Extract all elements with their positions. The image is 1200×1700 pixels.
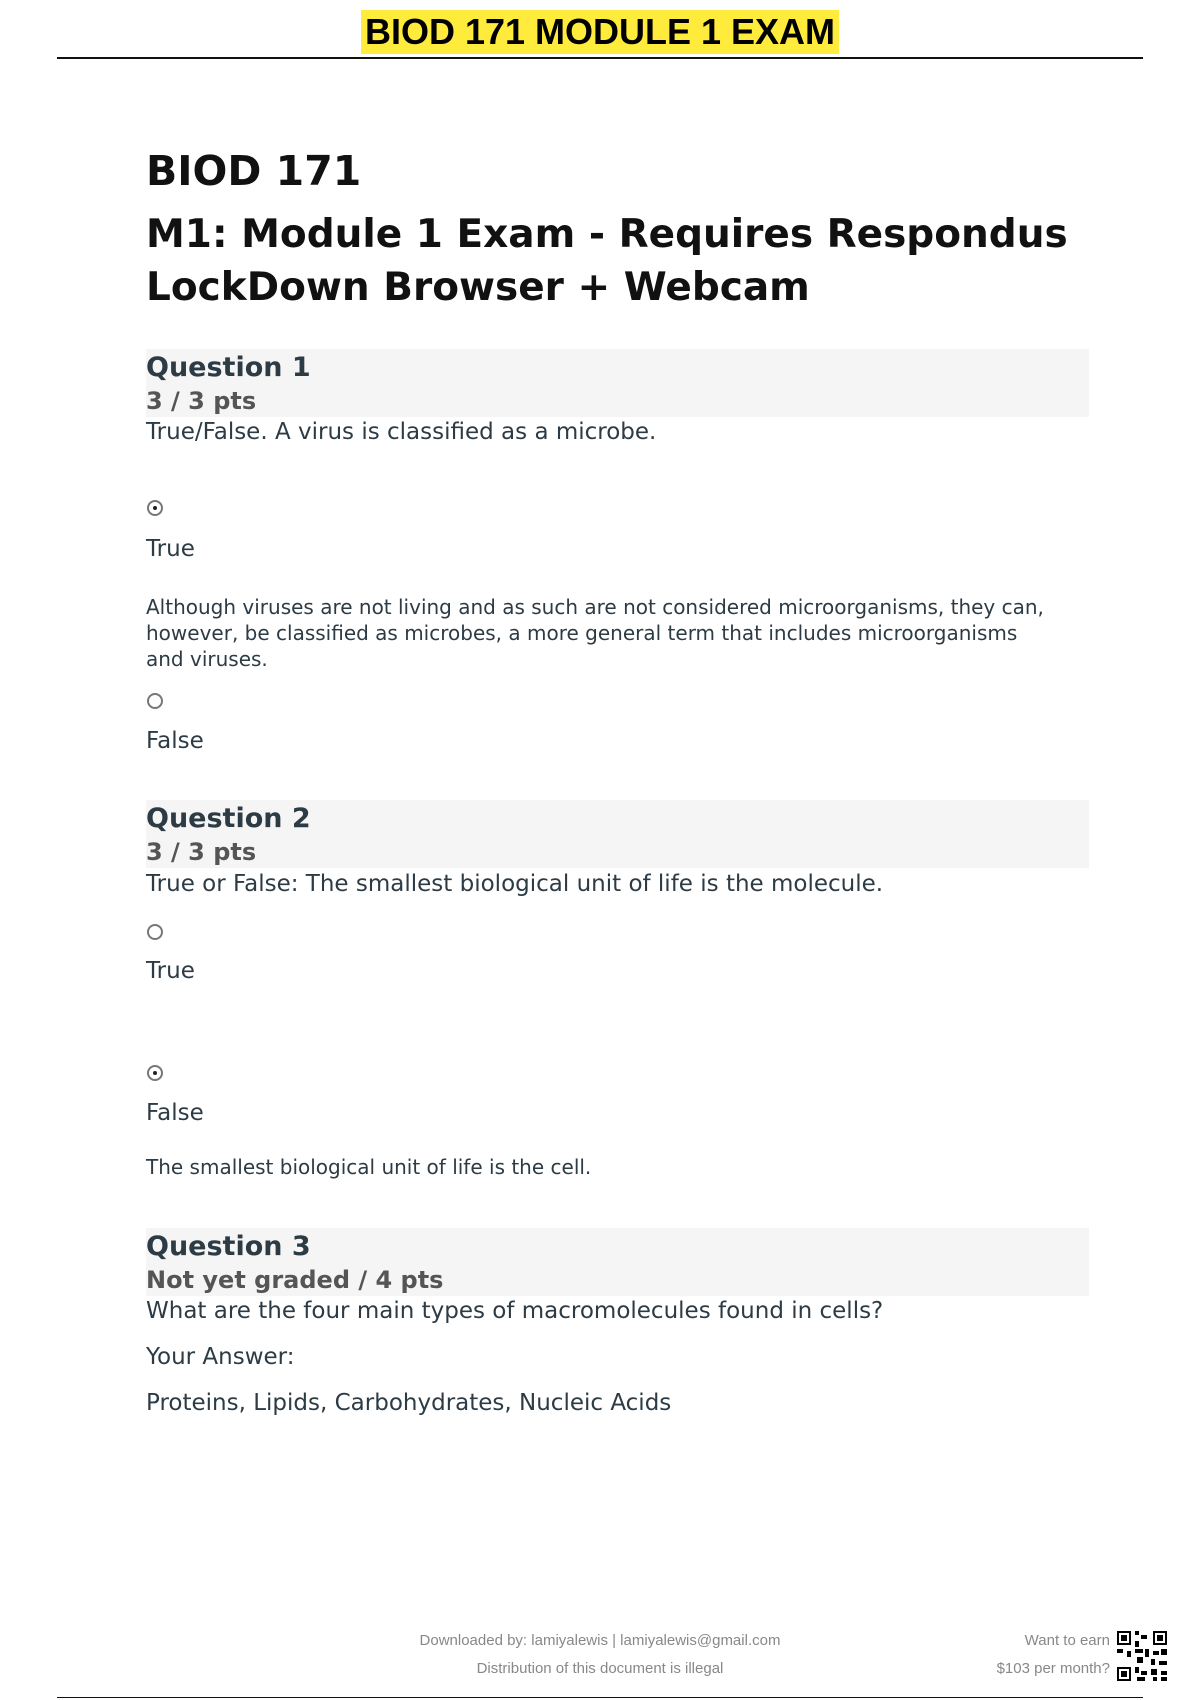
q1-option-true[interactable]: True [146, 536, 195, 562]
banner-title: BIOD 171 MODULE 1 EXAM [361, 10, 839, 54]
q2-explanation: The smallest biological unit of life is the cell. [146, 1155, 592, 1179]
question-2-prompt: True or False: The smallest biological unit of life is the molecule. [146, 871, 884, 897]
q3-answer: Proteins, Lipids, Carbohydrates, Nucleic Acids [146, 1390, 672, 1416]
question-2-header [146, 800, 1089, 868]
q1-explanation: Although viruses are not living and as such are not considered microorganisms, they can, however, be classified as microbes, a more general term that includes microorganisms and viruses. [146, 595, 1044, 671]
distribution-notice: Distribution of this document is illegal [476, 1660, 724, 1677]
question-title: Question 1 [146, 352, 311, 383]
question-3-prompt: What are the four main types of macromolecules found in cells? [146, 1298, 884, 1324]
q2-option-true[interactable]: True [146, 958, 195, 984]
your-answer-label: Your Answer: [146, 1344, 295, 1370]
promo-line-1: Want to earn [1024, 1632, 1110, 1649]
q2-option-false[interactable]: False [146, 1100, 204, 1126]
promo-line-2: $103 per month? [996, 1660, 1110, 1677]
q2-false-radio[interactable] [147, 1065, 163, 1081]
course-code: BIOD 171 [146, 147, 362, 195]
earn-promo[interactable] [950, 1627, 1110, 1683]
q1-true-radio[interactable] [147, 500, 163, 516]
question-1-prompt: True/False. A virus is classified as a microbe. [146, 419, 657, 445]
qr-code-icon[interactable] [1115, 1629, 1169, 1683]
bottom-rule [57, 1697, 1143, 1698]
question-points: Not yet graded / 4 pts [146, 1266, 444, 1294]
top-rule [57, 57, 1143, 59]
document-banner [0, 10, 1200, 54]
q1-option-false[interactable]: False [146, 728, 204, 754]
exam-title: M1: Module 1 Exam - Requires Respondus LockDown Browser + Webcam [146, 212, 1068, 310]
q2-true-radio[interactable] [147, 924, 163, 940]
question-title: Question 2 [146, 803, 311, 834]
q1-false-radio[interactable] [147, 693, 163, 709]
footer-download-info [300, 1627, 900, 1683]
question-points: 3 / 3 pts [146, 387, 257, 415]
question-title: Question 3 [146, 1231, 311, 1262]
question-1-header [146, 349, 1089, 417]
question-3-header [146, 1228, 1089, 1296]
downloaded-by-text: Downloaded by: lamiyalewis | lamiyalewis@gmail.com [419, 1632, 781, 1649]
question-points: 3 / 3 pts [146, 838, 257, 866]
